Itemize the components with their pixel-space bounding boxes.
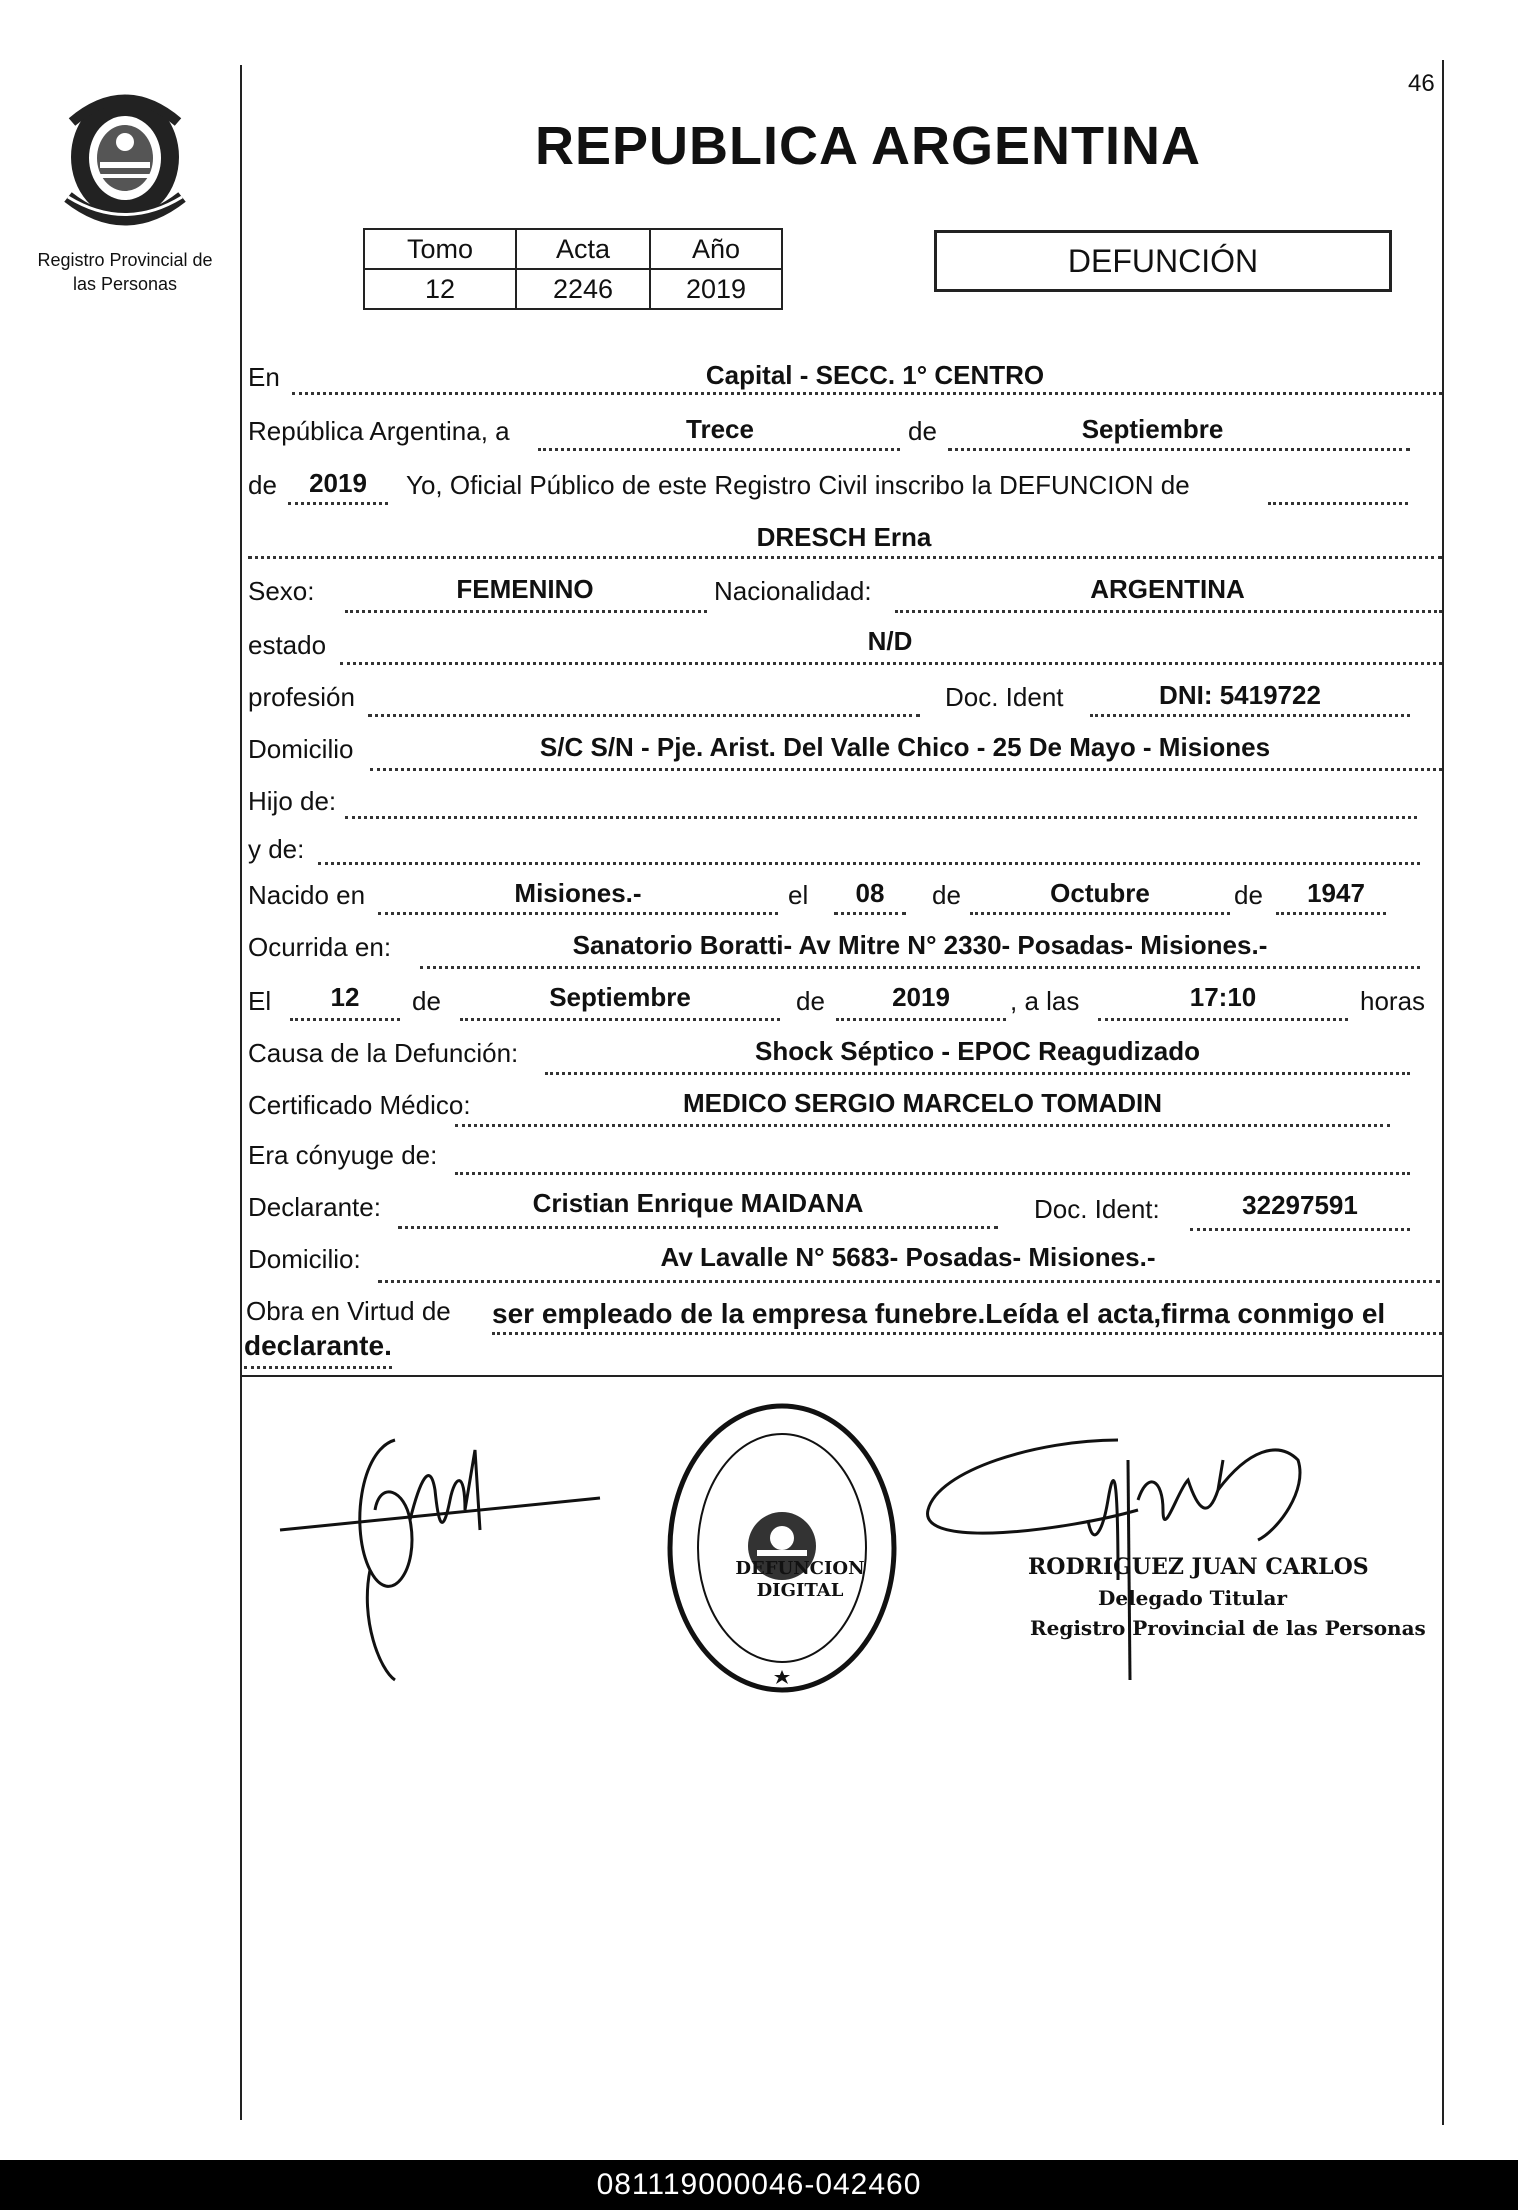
medical-certificate: MEDICO SERGIO MARCELO TOMADIN: [682, 1088, 1163, 1118]
officer-organization: Registro Provincial de las Personas: [1030, 1616, 1426, 1640]
birth-month: Octubre: [1050, 878, 1150, 908]
org-line-2: las Personas: [72, 274, 178, 294]
document-barcode-number: 081119000046-042460: [0, 2160, 1518, 2210]
declaration-text-line-2: declarante.: [244, 1330, 392, 1361]
id-document: DNI: 5419722: [1159, 680, 1321, 710]
label-horas: horas: [1360, 986, 1426, 1016]
death-day: 12: [330, 982, 360, 1012]
register-header-anio: Año: [650, 229, 782, 269]
declaration-text-line-1: ser empleado de la empresa funebre.Leída el acta,firma conmigo el: [492, 1298, 1386, 1329]
label-obra-en-virtud: Obra en Virtud de: [246, 1296, 451, 1326]
issuing-organization: [10, 248, 240, 296]
label-conyuge: Era cónyuge de:: [248, 1140, 438, 1170]
place-of-death: Sanatorio Boratti- Av Mitre N° 2330- Posadas- Misiones.-: [572, 930, 1268, 960]
label-estado: estado: [248, 630, 327, 660]
death-month: Septiembre: [549, 982, 691, 1012]
org-line-1: Registro Provincial de: [37, 250, 213, 270]
page-number: 46: [1408, 70, 1435, 97]
registration-year: 2019: [309, 468, 367, 498]
right-margin-line: [1442, 60, 1444, 2125]
left-margin-line: [240, 65, 242, 2120]
place-of-record: Capital - SECC. 1° CENTRO: [705, 360, 1045, 390]
nationality-value: ARGENTINA: [1090, 574, 1245, 604]
province-seal-icon: [52, 82, 198, 232]
label-de-4: de: [1234, 880, 1263, 910]
declarant-id: 32297591: [1242, 1190, 1358, 1220]
label-de-6: de: [796, 986, 825, 1016]
label-ocurrida-en: Ocurrida en:: [248, 932, 392, 962]
register-tomo: 12: [364, 269, 516, 309]
register-header-acta: Acta: [516, 229, 650, 269]
label-hijo-de: Hijo de:: [248, 786, 337, 816]
birthplace: Misiones.-: [514, 878, 642, 908]
cause-of-death: Shock Séptico - EPOC Reagudizado: [755, 1036, 1200, 1066]
label-el-cap: El: [248, 986, 272, 1016]
register-acta: 2246: [516, 269, 650, 309]
officer-role: Delegado Titular: [1098, 1586, 1287, 1610]
registration-month: Septiembre: [1081, 414, 1224, 444]
label-republica-a: República Argentina, a: [248, 416, 510, 446]
label-de-2: de: [248, 470, 277, 500]
label-y-de: y de:: [248, 834, 305, 864]
register-anio: 2019: [650, 269, 782, 309]
label-certificado: Certificado Médico:: [248, 1090, 471, 1120]
birth-year: 1947: [1307, 878, 1365, 908]
label-de-3: de: [932, 880, 961, 910]
label-doc-ident: Doc. Ident: [945, 682, 1064, 712]
death-time: 17:10: [1189, 982, 1257, 1012]
deceased-name: DRESCH Erna: [756, 522, 932, 552]
label-de-1: de: [908, 416, 937, 446]
label-declarante: Declarante:: [248, 1192, 381, 1222]
address-value: S/C S/N - Pje. Arist. Del Valle Chico - 25 De Mayo - Misiones: [539, 732, 1271, 762]
label-profesion: profesión: [248, 682, 355, 712]
label-domicilio: Domicilio: [248, 734, 354, 764]
declarant-address: Av Lavalle N° 5683- Posadas- Misiones.-: [660, 1242, 1156, 1272]
label-el: el: [788, 880, 809, 910]
label-oficial-publico: Yo, Oficial Público de este Registro Civil inscribo la DEFUNCION de: [406, 470, 1190, 500]
label-a-las: , a las: [1010, 986, 1080, 1016]
registration-day: Trece: [686, 414, 754, 444]
label-de-5: de: [412, 986, 441, 1016]
registry-stamp-icon: [662, 1398, 902, 1698]
sex-value: FEMENINO: [456, 574, 594, 604]
birth-day: 08: [855, 878, 885, 908]
label-doc-ident-2: Doc. Ident:: [1034, 1194, 1160, 1224]
officer-name: RODRIGUEZ JUAN CARLOS: [1028, 1554, 1369, 1580]
label-domicilio-2: Domicilio:: [248, 1244, 361, 1274]
stamp-inner-text: DEFUNCION DIGITAL: [735, 1558, 865, 1601]
label-sexo: Sexo:: [248, 576, 315, 606]
document-title: REPUBLICA ARGENTINA: [535, 116, 1201, 176]
label-causa: Causa de la Defunción:: [248, 1038, 519, 1068]
label-nacido-en: Nacido en: [248, 880, 366, 910]
label-en: En: [248, 362, 280, 392]
section-divider: [240, 1375, 1442, 1377]
officer-signature-icon: [918, 1420, 1338, 1680]
death-year: 2019: [892, 982, 950, 1012]
declarant-name: Cristian Enrique MAIDANA: [532, 1188, 864, 1218]
declarant-signature-icon: [270, 1420, 610, 1690]
label-nacionalidad: Nacionalidad:: [714, 576, 872, 606]
document-type-box: DEFUNCIÓN: [934, 230, 1392, 292]
register-table: [363, 228, 783, 310]
marital-status: N/D: [867, 626, 913, 656]
register-header-tomo: Tomo: [364, 229, 516, 269]
